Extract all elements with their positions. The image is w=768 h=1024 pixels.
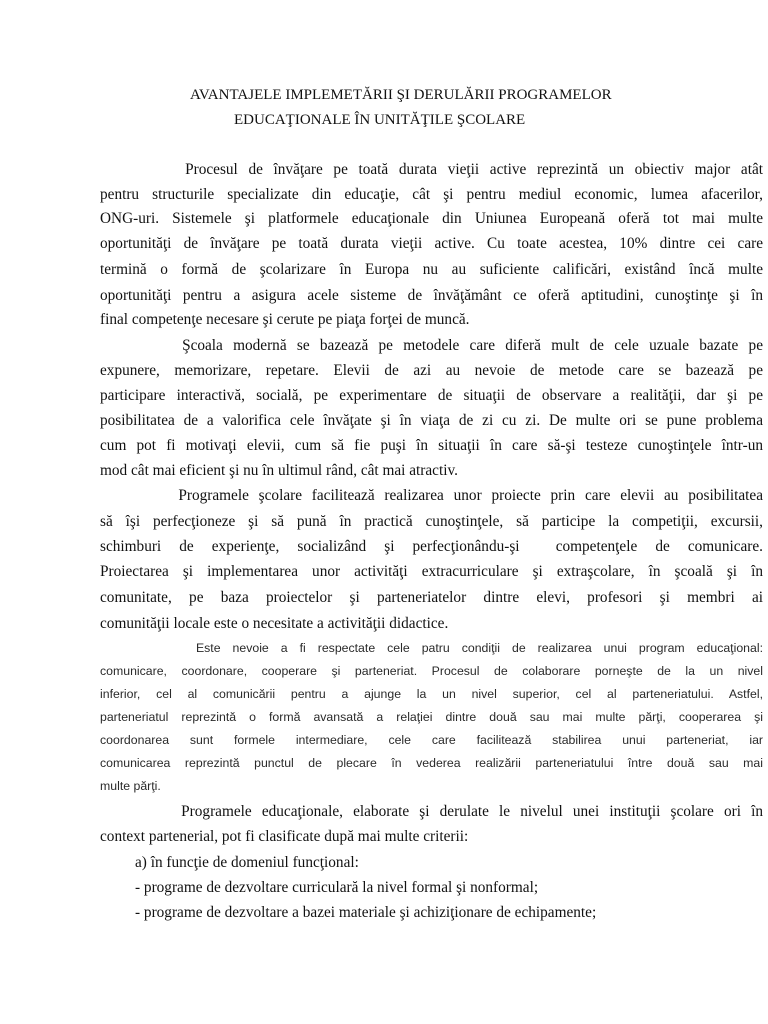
- paragraph-4-line-6: comunicarea reprezintă punctul de plecare în vederea realizării parteneriatului între două sau mai: [100, 756, 763, 770]
- document-title-line-1: AVANTAJELE IMPLEMETĂRII ŞI DERULĂRII PROGRAMELOR: [190, 87, 612, 103]
- paragraph-3-line-1: Programele şcolare facilitează realizarea unor proiecte prin care elevii au posibilitatea: [100, 487, 763, 504]
- paragraph-1-line-1: Procesul de învăţare pe toată durata vieţii active reprezintă un obiectiv major atât: [100, 161, 763, 178]
- list-item-1: - programe de dezvoltare curriculară la nivel formal şi nonformal;: [135, 879, 539, 896]
- paragraph-2-line-6: mod cât mai eficient şi nu în ultimul rând, cât mai atractiv.: [100, 462, 458, 479]
- paragraph-3-line-5: comunitate, pe baza proiectelor şi parteneriatelor dintre elevi, profesori şi membri ai: [100, 589, 763, 606]
- paragraph-3-line-2: să îşi perfecţioneze şi să pună în practică cunoştinţele, să participe la competiţii, excursii,: [100, 513, 763, 530]
- paragraph-3-line-6: comunităţii locale este o necesitate a activităţii didactice.: [100, 615, 449, 632]
- paragraph-1-line-4: oportunităţi de învăţare pe toată durata vieţii active. Cu toate acestea, 10% dintre cei care: [100, 235, 763, 252]
- paragraph-1-line-7: final competenţe necesare şi cerute pe piaţa forţei de muncă.: [100, 311, 470, 328]
- list-item-2: - programe de dezvoltare a bazei materiale şi achiziţionare de echipamente;: [135, 904, 597, 921]
- paragraph-3-line-3: schimburi de experienţe, socializând şi perfecţionându-şi competenţele de comunicare.: [100, 538, 763, 555]
- paragraph-1-line-2: pentru structurile specializate din educaţie, cât şi pentru mediul economic, lumea afacerilor,: [100, 186, 763, 203]
- paragraph-2-line-2: expunere, memorizare, repetare. Elevii de azi au nevoie de metode care se bazează pe: [100, 362, 763, 379]
- paragraph-4-line-2: comunicare, coordonare, cooperare şi parteneriat. Procesul de colaborare porneşte de la un nivel: [100, 664, 763, 678]
- paragraph-1-line-6: oportunităţi pentru a asigura acele sisteme de învăţământ ce oferă aptitudini, cunoştinţe şi în: [100, 287, 763, 304]
- paragraph-4-line-7: multe părţi.: [100, 779, 161, 793]
- paragraph-1-line-5: termină o formă de şcolarizare în Europa nu au suficiente calificări, existând încă multe: [100, 261, 763, 278]
- paragraph-4-line-3: inferior, cel al comunicării pentru a ajunge la un nivel superior, cel al parteneriatului. Astfel,: [100, 687, 763, 701]
- paragraph-4-line-1: Este nevoie a fi respectate cele patru condiţii de realizarea unui program educaţional:: [100, 641, 763, 655]
- document-title-line-2: EDUCAŢIONALE ÎN UNITĂŢILE ŞCOLARE: [234, 112, 526, 128]
- paragraph-2-line-3: participare interactivă, socială, pe experimentare de situaţii de observare a realităţii, dar şi pe: [100, 387, 763, 404]
- paragraph-5-line-1: Programele educaţionale, elaborate şi derulate le nivelul unei instituţii şcolare ori în: [100, 803, 763, 820]
- paragraph-4-line-4: parteneriatul reprezintă o formă avansată a relaţiei dintre două sau mai multe părţi, cooperarea şi: [100, 710, 763, 724]
- paragraph-2-line-4: posibilitatea de a valorifica cele învăţate şi în viaţa de zi cu zi. De multe ori se pune problema: [100, 412, 763, 429]
- paragraph-4-line-5: coordonarea sunt formele intermediare, cele care facilitează stabilirea unui parteneriat, iar: [100, 733, 763, 747]
- paragraph-2-line-5: cum pot fi motivaţi elevii, cum să fie puşi în situaţii în care să-şi testeze cunoştinţele într-un: [100, 437, 763, 454]
- paragraph-2-line-1: Şcoala modernă se bazează pe metodele care diferă mult de cele uzuale bazate pe: [100, 337, 763, 354]
- paragraph-1-line-3: ONG-uri. Sistemele şi platformele educaţionale din Uniunea Europeană oferă tot mai multe: [100, 210, 763, 227]
- list-criterion-a: a) în funcţie de domeniul funcţional:: [135, 854, 359, 871]
- paragraph-3-line-4: Proiectarea şi implementarea unor activităţi extracurriculare şi extraşcolare, în şcoală şi în: [100, 563, 763, 580]
- paragraph-5-line-2: context partenerial, pot fi clasificate după mai multe criterii:: [100, 828, 469, 845]
